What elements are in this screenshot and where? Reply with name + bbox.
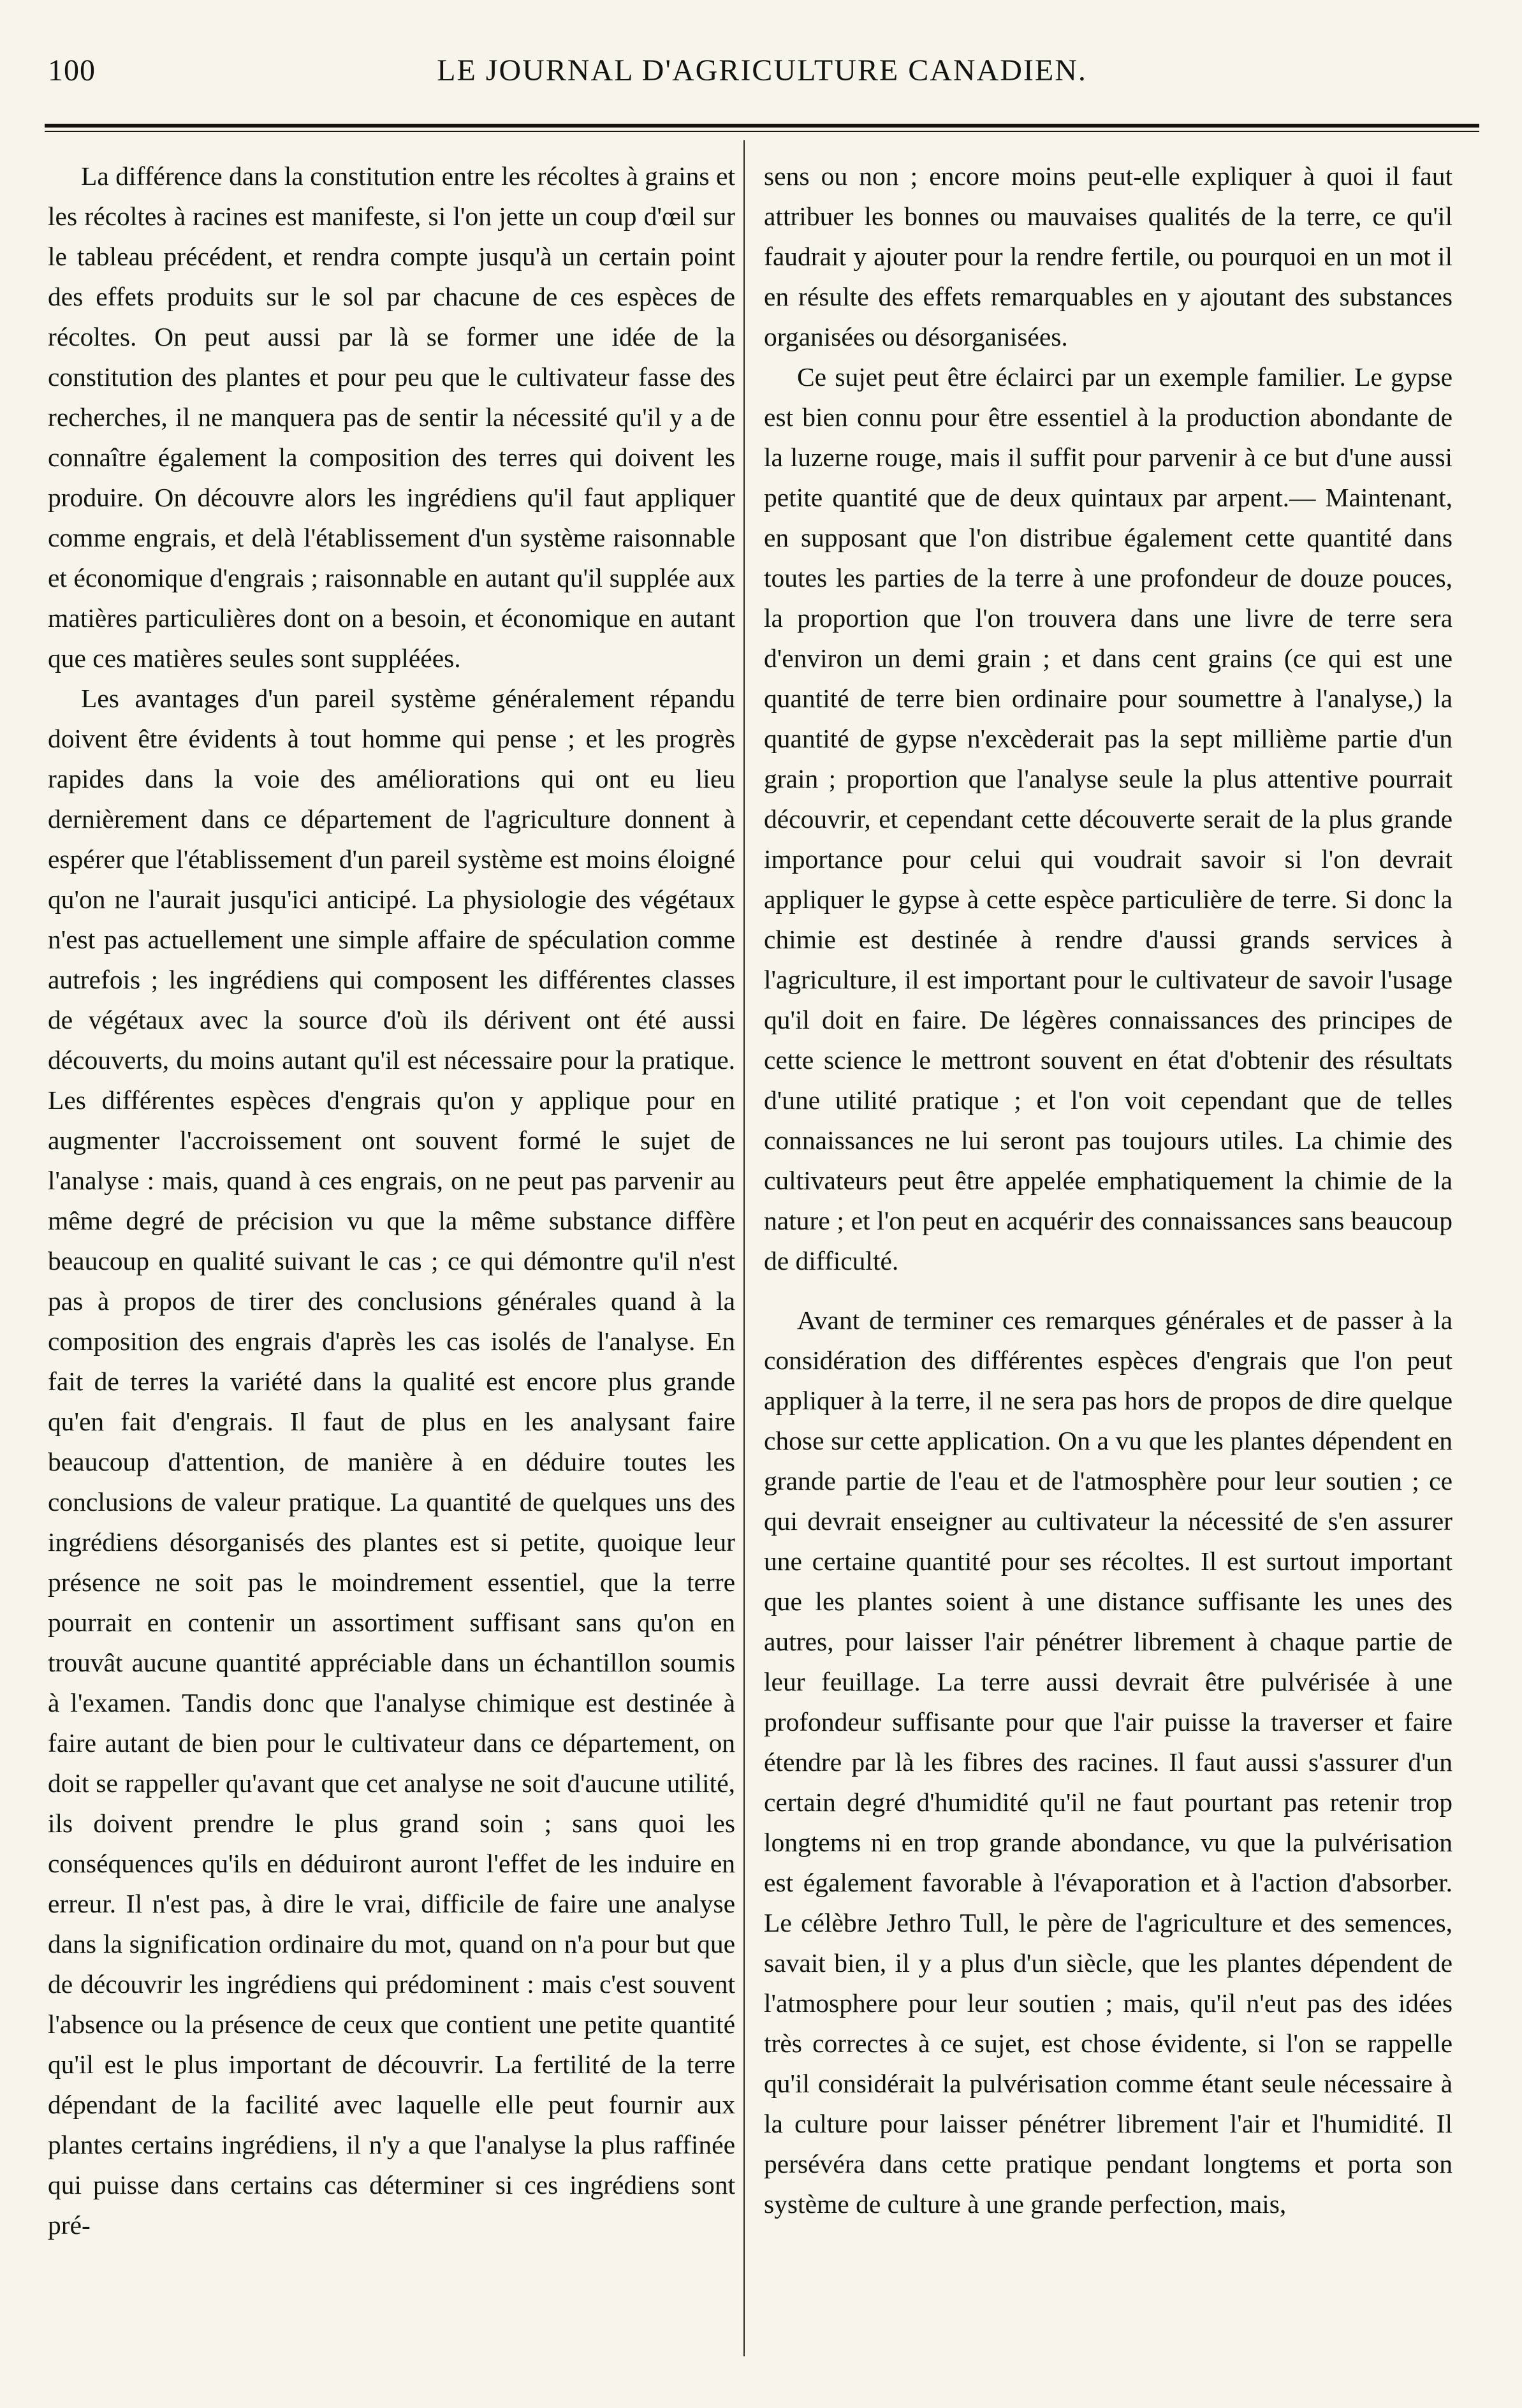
paragraph: Avant de terminer ces remarques générales et de passer à la considération des différentes espèces d'engrais que l'on peut appliquer à la terre, il ne sera pas hors de propos de dire quelque chose sur cette application. On a vu que les plantes dépendent en grande partie de l'eau et de l'atmosphère pour leur soutien ; ce qui devrait enseigner au cultivateur la nécessité de s'en assurer une certaine quantité pour ses récoltes. Il est surtout important que les plantes soient à une distance suffisante les unes des autres, pour laisser l'air pénétrer librement à chaque partie de leur feuillage. La terre aussi devrait être pulvérisée à une profondeur suffisante pour que l'air puisse la traverser et faire étendre par là les fibres des racines. Il faut aussi s'assurer d'un certain degré d'humidité qu'il ne faut pourtant pas retenir trop longtems ni en trop grande abondance, vu que la pulvérisation est également favorable à l'évaporation et à l'action d'absorber. Le célèbre Jethro Tull, le père de l'agriculture et des semences, savait bien, il y a plus d'un siècle, que les plantes dépendent de l'atmosphere pour leur soutien ; mais, qu'il n'eut pas des idées très correctes à ce sujet, est chose évidente, si l'on se rappelle qu'il considérait la pulvérisation comme étant seule nécessaire à la culture pour laisser pénétrer librement l'air et l'humidité. Il persévéra dans cette pratique pendant longtems et porta son système de culture à une grande perfection, mais,: [764, 1305, 1452, 2219]
header-rule-thin: [45, 131, 1479, 132]
left-column: [48, 156, 735, 2363]
paragraph: Ce sujet peut être éclairci par un exemple familier. Le gypse est bien connu pour être essentiel à la production abondante de la luzerne rouge, mais il suffit pour parvenir à ce but d'une aussi petite quantité que de deux quintaux par arpent.— Maintenant, en supposant que l'on distribue également cette quantité dans toutes les parties de la terre à une profondeur de douze pouces, la proportion que l'on trouvera dans une livre de terre sera d'environ un demi grain ; et dans cent grains (ce qui est une quantité de terre bien ordinaire pour soumettre à l'analyse,) la quantité de gypse n'excèderait pas la sept millième partie d'un grain ; proportion que l'analyse seule la plus attentive pourrait découvrir, et cependant cette découverte serait de la plus grande importance pour celui qui voudrait savoir si l'on devrait appliquer le gypse à cette espèce particulière de terre. Si donc la chimie est destinée à rendre d'aussi grands services à l'agriculture, il est important pour le cultivateur de savoir l'usage qu'il doit en faire. De légères connaissances des principes de cette science le mettront souvent en état d'obtenir des résultats d'une utilité pratique ; et l'on voit cependant que de telles connaissances ne lui seront pas toujours utiles. La chimie des cultivateurs peut être appelée emphatiquement la chimie de la nature ; et l'on peut en acquérir des connaissances sans beaucoup de difficulté.: [764, 362, 1452, 1275]
paragraph: Les avantages d'un pareil système généralement répandu doivent être évidents à tout homme qui pense ; et les progrès rapides dans la voie des améliorations qui ont eu lieu dernièrement dans ce département de l'agriculture donnent à espérer que l'établissement d'un pareil système est moins éloigné qu'on ne l'aurait jusqu'ici anticipé. La physiologie des végétaux n'est pas actuellement une simple affaire de spéculation comme autrefois ; les ingrédiens qui composent les différentes classes de végétaux avec la source d'où ils dérivent ont été aussi découverts, du moins autant qu'il est nécessaire pour la pratique. Les différentes espèces d'engrais qu'on y applique pour en augmenter l'accroissement ont souvent formé le sujet de l'analyse : mais, quand à ces engrais, on ne peut pas parvenir au même degré de précision vu que la même substance diffère beaucoup en qualité suivant le cas ; ce qui démontre qu'il n'est pas à propos de tirer des conclusions générales quand à la composition des engrais d'après les cas isolés de l'analyse. En fait de terres la variété dans la qualité est encore plus grande qu'en fait d'engrais. Il faut de plus en les analysant faire beaucoup d'attention, de manière à en déduire toutes les conclusions de valeur pratique. La quantité de quelques uns des ingrédiens désorganisés des plantes est si petite, quoique leur présence ne soit pas le moindrement essentiel, que la terre pourrait en contenir un assortiment suffisant sans qu'on en trouvât aucune quantité appréciable dans un échantillon soumis à l'examen. Tandis donc que l'analyse chimique est destinée à faire autant de bien pour le cultivateur dans ce département, on doit se rappeller qu'avant que cet analyse ne soit d'aucune utilité, ils doivent prendre le plus grand soin ; sans quoi les conséquences qu'ils en déduiront auront l'effet de les induire en erreur. Il n'est pas, à dire le vrai, difficile de faire une analyse dans la signification ordinaire du mot, quand on n'a pour but que de découvrir les ingrédiens qui prédominent : mais c'est souvent l'absence ou la présence de ceux que contient une petite quantité qu'il est le plus important de découvrir. La fertilité de la terre dépendant de la facilité avec laquelle elle peut fournir aux plantes certains ingrédiens, il n'y a que l'analyse la plus raffinée qui puisse dans certains cas déterminer si ces ingrédiens sont pré-: [48, 684, 735, 2240]
right-column: [764, 156, 1452, 2363]
column-divider: [743, 140, 745, 2356]
page-number: 100: [48, 54, 96, 87]
journal-title: LE JOURNAL D'AGRICULTURE CANADIEN.: [437, 54, 1087, 87]
paragraph-continued: sens ou non ; encore moins peut-elle expliquer à quoi il faut attribuer les bonnes ou mauvaises qualités de la terre, ce qu'il faudrait y ajouter pour la rendre fertile, ou pourquoi en un mot il en résulte des effets remarquables en y ajoutant des substances organisées ou désorganisées.: [764, 161, 1452, 351]
header-rule-thick: [45, 124, 1479, 128]
paragraph: La différence dans la constitution entre les récoltes à grains et les récoltes à racines est manifeste, si l'on jette un coup d'œil sur le tableau précédent, et rendra compte jusqu'à un certain point des effets produits sur le sol par chacune de ces espèces de récoltes. On peut aussi par là se former une idée de la constitution des plantes et pour peu que le cultivateur fasse des recherches, il ne manquera pas de sentir la nécessité qu'il y a de connaître également la composition des terres qui doivent les produire. On découvre alors les ingrédiens qu'il faut appliquer comme engrais, et delà l'établissement d'un système raisonnable et économique d'engrais ; raisonnable en autant qu'il supplée aux matières particulières dont on a besoin, et économique en autant que ces matières seules sont suppléées.: [48, 161, 735, 673]
